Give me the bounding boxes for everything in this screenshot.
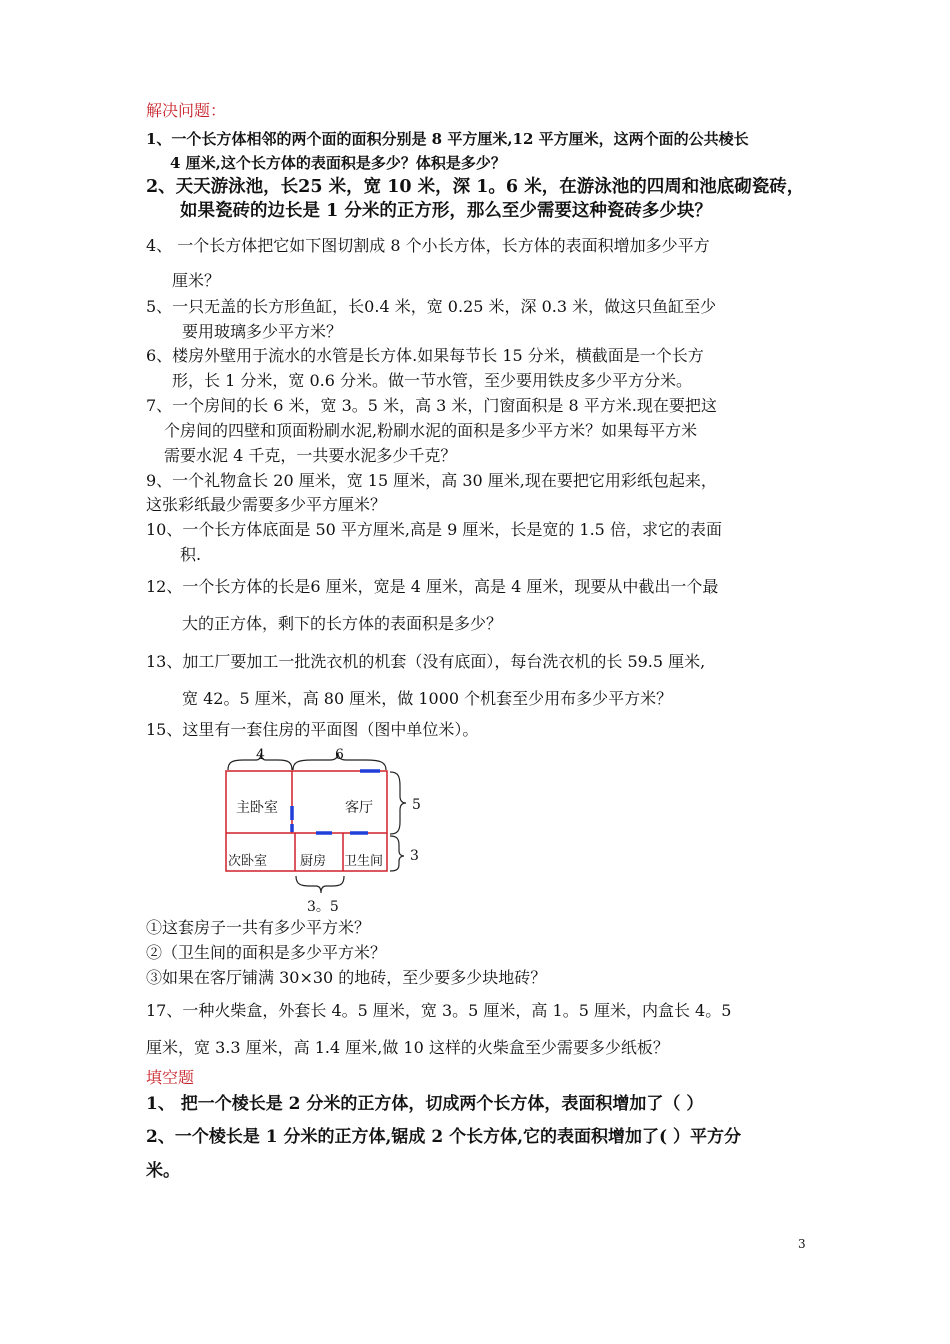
question-4-line-2: 厘米？ — [172, 271, 221, 290]
room-kitchen: 厨房 — [300, 854, 327, 869]
fill-question-1: 1、 把一个棱长是 2 分米的正方体，切成两个长方体，表面积增加了（ ） — [146, 1094, 704, 1114]
question-6-line-1: 6、楼房外壁用于流水的水管是长方体.如果每节长 15 分米，横截面是一个长方 — [146, 346, 704, 365]
question-10-line-2: 积. — [180, 545, 202, 564]
room-master-bedroom: 主卧室 — [236, 800, 278, 816]
brace-top-right — [293, 753, 386, 770]
brace-bottom — [296, 876, 344, 893]
question-12-line-1: 12、一个长方体的长是6 厘米，宽是 4 厘米，高是 4 厘米，现要从中截出一个最 — [146, 577, 719, 596]
question-4-line-1: 4、 一个长方体把它如下图切割成 8 个小长方体，长方体的表面积增加多少平方 — [146, 236, 710, 255]
question-15-sub-2: ②（卫生间的面积是多少平方米？ — [146, 943, 387, 962]
fill-question-2-line-2: 米。 — [146, 1161, 180, 1181]
room-second-bedroom: 次卧室 — [228, 854, 268, 869]
plan-dimension-bottom: 3。5 — [307, 899, 339, 915]
question-7-line-2: 个房间的四壁和顶面粉刷水泥,粉刷水泥的面积是多少平方米？如果每平方米 — [164, 421, 698, 440]
brace-right-bottom — [390, 836, 404, 871]
question-13-line-2: 宽 42。5 厘米，高 80 厘米，做 1000 个机套至少用布多少平方米？ — [182, 689, 673, 708]
question-15-intro: 15、这里有一套住房的平面图（图中单位米）。 — [146, 720, 479, 739]
question-17-line-2: 厘米，宽 3.3 厘米，高 1.4 厘米,做 10 这样的火柴盒至少需要多少纸板？ — [146, 1038, 669, 1057]
question-9-line-1: 9、一个礼物盒长 20 厘米，宽 15 厘米，高 30 厘米,现在要把它用彩纸包起来， — [146, 471, 717, 490]
question-7-line-1: 7、一个房间的长 6 米，宽 3。5 米，高 3 米，门窗面积是 8 平方米.现在要把这 — [146, 396, 717, 415]
section-title-solve: 解决问题： — [146, 101, 227, 120]
question-1-line-2: 4 厘米,这个长方体的表面积是多少？体积是多少？ — [170, 154, 506, 172]
question-2-line-1: 2、天天游泳池，长25 米，宽 10 米，深 1。6 米，在游泳池的四周和池底砌瓷砖， — [146, 177, 805, 197]
plan-outer-wall — [226, 771, 387, 871]
page-number: 3 — [798, 1237, 806, 1251]
section-title-fill: 填空题 — [146, 1068, 195, 1087]
question-5-line-1: 5、一只无盖的长方形鱼缸，长0.4 米，宽 0.25 米，深 0.3 米，做这只鱼缸至少 — [146, 297, 717, 316]
brace-top-left — [228, 753, 292, 770]
room-bathroom: 卫生间 — [344, 854, 384, 869]
plan-dimension-top-right: 6 — [335, 747, 344, 763]
plan-dimension-right-bottom: 3 — [410, 848, 419, 864]
question-6-line-2: 形，长 1 分米，宽 0.6 分米。做一节水管，至少要用铁皮多少平方分米。 — [172, 371, 692, 390]
question-15-sub-3: ③如果在客厅铺满 30×30 的地砖，至少要多少块地砖？ — [146, 968, 547, 987]
room-living-room: 客厅 — [345, 800, 373, 816]
question-12-line-2: 大的正方体，剩下的长方体的表面积是多少？ — [182, 614, 503, 633]
question-10-line-1: 10、一个长方体底面是 50 平方厘米,高是 9 厘米，长是宽的 1.5 倍，求它的表面 — [146, 520, 722, 539]
plan-dimension-top-left: 4 — [256, 747, 265, 763]
fill-question-2-line-1: 2、一个棱长是 1 分米的正方体,锯成 2 个长方体,它的表面积增加了( ）平方分 — [146, 1127, 741, 1147]
plan-dimension-right-top: 5 — [412, 797, 421, 813]
question-9-line-2: 这张彩纸最少需要多少平方厘米？ — [146, 495, 387, 514]
question-7-line-3: 需要水泥 4 千克，一共要水泥多少千克？ — [164, 446, 457, 465]
question-15-sub-1: ①这套房子一共有多少平方米？ — [146, 918, 371, 937]
question-13-line-1: 13、加工厂要加工一批洗衣机的机套（没有底面），每台洗衣机的长 59.5 厘米, — [146, 652, 706, 671]
question-5-line-2: 要用玻璃多少平方米？ — [182, 322, 343, 341]
question-2-line-2: 如果瓷砖的边长是 1 分米的正方形，那么至少需要这种瓷砖多少块？ — [180, 201, 712, 221]
brace-right-top — [390, 772, 406, 834]
question-17-line-1: 17、一种火柴盒，外套长 4。5 厘米，宽 3。5 厘米，高 1。5 厘米，内盒长 4。5 — [146, 1001, 732, 1020]
question-1-line-1: 1、一个长方体相邻的两个面的面积分别是 8 平方厘米,12 平方厘米，这两个面的公共棱长 — [146, 130, 749, 148]
